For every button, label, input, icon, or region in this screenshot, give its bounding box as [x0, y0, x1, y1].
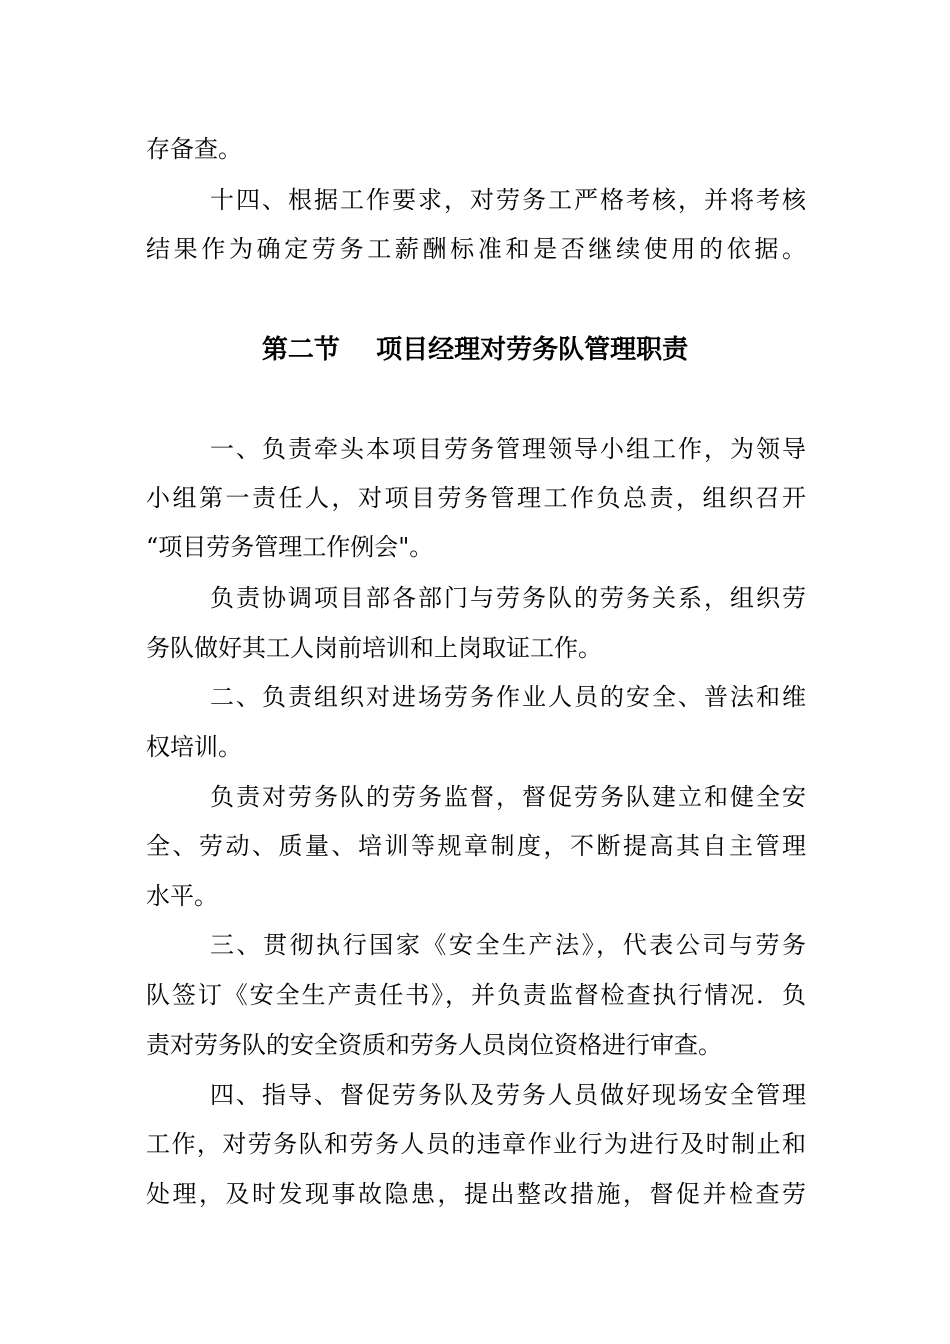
paragraph-line: 负责对劳务队的劳务监督，督促劳务队建立和健全安 [210, 783, 806, 811]
paragraph-line: “项目劳务管理工作例会"。 [146, 533, 434, 561]
paragraph-line: 存备查。 [146, 135, 242, 163]
paragraph-line: 结果作为确定劳务工薪酬标准和是否继续使用的依据。 [146, 235, 806, 263]
paragraph-line: 负责协调项目部各部门与劳务队的劳务关系，组织劳 [210, 584, 806, 612]
paragraph-line: 务队做好其工人岗前培训和上岗取证工作。 [146, 634, 602, 662]
paragraph-line: 队签订《安全生产责任书》，并负责监督检查执行情况．负 [146, 981, 806, 1009]
paragraph-line: 小组第一责任人，对项目劳务管理工作负总责，组织召开 [146, 484, 806, 512]
paragraph-line: 工作，对劳务队和劳务人员的违章作业行为进行及时制止和 [146, 1130, 806, 1158]
paragraph-line: 责对劳务队的安全资质和劳务人员岗位资格进行审查。 [146, 1031, 722, 1059]
paragraph-line: 四、指导、督促劳务队及劳务人员做好现场安全管理 [210, 1081, 806, 1109]
paragraph-line: 水平。 [146, 882, 218, 910]
paragraph-line: 一、负责牵头本项目劳务管理领导小组工作，为领导 [210, 435, 806, 463]
section-heading: 第二节 项目经理对劳务队管理职责 [261, 335, 689, 365]
paragraph-line: 全、劳动、质量、培训等规章制度，不断提高其自主管理 [146, 832, 806, 860]
paragraph-line: 权培训。 [146, 733, 242, 761]
paragraph-line: 二、负责组织对进场劳务作业人员的安全、普法和维 [210, 683, 806, 711]
paragraph-line: 处理，及时发现事故隐患，提出整改措施，督促并检查劳 [146, 1180, 806, 1208]
paragraph-line: 十四、根据工作要求，对劳务工严格考核，并将考核 [210, 186, 806, 214]
paragraph-line: 三、贯彻执行国家《安全生产法》，代表公司与劳务 [210, 931, 806, 959]
